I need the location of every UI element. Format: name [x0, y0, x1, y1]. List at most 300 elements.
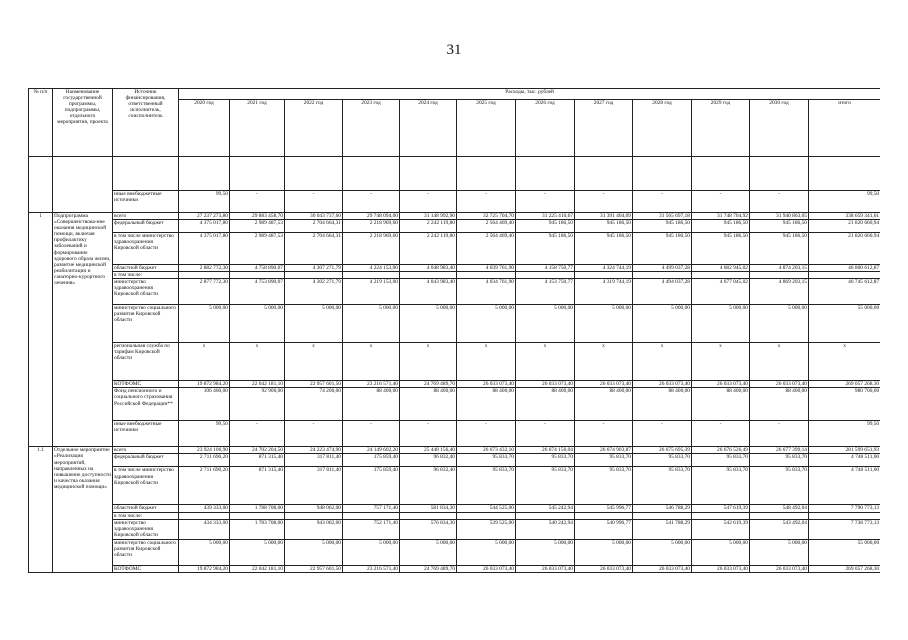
amount-cell: 99,50	[809, 191, 881, 213]
amount-cell: 26 674 150,04	[516, 447, 575, 454]
amount-cell	[692, 272, 750, 279]
amount-cell: 26 033 073,40	[575, 381, 633, 388]
amount-cell: 4 319 744,19	[575, 279, 633, 305]
amount-cell: 548 492,04	[750, 505, 809, 512]
amount-cell: 30 043 737,60	[285, 213, 343, 220]
amount-cell	[575, 512, 633, 519]
amount-cell: 24 149 602,20	[343, 447, 400, 454]
amount-cell	[400, 272, 457, 279]
amount-cell: 88 400,00	[343, 388, 400, 421]
amount-cell: 26 033 073,40	[692, 565, 750, 572]
funding-source-cell: КОТФОМС	[113, 381, 179, 388]
amount-cell: 2 882 772,30	[179, 265, 230, 272]
table-row	[29, 265, 881, 272]
amount-cell: 980 700,00	[809, 388, 881, 421]
table-row	[29, 505, 881, 512]
table-row	[29, 381, 881, 388]
amount-cell: 5 000,00	[692, 305, 750, 343]
funding-source-cell: областной бюджет	[113, 505, 179, 512]
amount-cell: 29 883 458,70	[230, 213, 285, 220]
amount-cell: x	[230, 343, 285, 381]
amount-cell: 26 033 073,40	[633, 565, 692, 572]
amount-cell: 5 000,00	[285, 539, 343, 565]
amount-cell: 55 000,00	[809, 539, 881, 565]
amount-cell: -	[750, 421, 809, 447]
amount-cell: 4 748 511,00	[809, 454, 881, 467]
amount-cell: 21 820 660,94	[809, 233, 881, 265]
amount-cell: 88 400,00	[692, 388, 750, 421]
amount-cell: 543 492,04	[750, 519, 809, 539]
header-name: Наименование государственной программы, подпрограммы, отдельного мероприятия, проекта	[53, 89, 113, 157]
table-row	[29, 157, 881, 191]
amount-cell: 99,50	[179, 421, 230, 447]
amount-cell: 4 758 890,07	[230, 265, 285, 272]
amount-cell: 545 996,77	[575, 505, 633, 512]
amount-cell: 546 788,29	[633, 505, 692, 512]
amount-cell: 2 218 969,60	[343, 220, 400, 233]
table-row	[29, 220, 881, 233]
amount-cell: 5 000,00	[516, 539, 575, 565]
amount-cell: 2 242 119,80	[400, 233, 457, 265]
funding-source-cell: областной бюджет	[113, 265, 179, 272]
amount-cell: x	[343, 343, 400, 381]
amount-cell: 5 000,00	[750, 305, 809, 343]
amount-cell	[809, 512, 881, 519]
amount-cell	[400, 157, 457, 191]
amount-cell: 22 042 181,10	[230, 565, 285, 572]
amount-cell: 26 675 695,39	[633, 447, 692, 454]
funding-source-cell: министерство социального развития Кировской области	[113, 539, 179, 565]
amount-cell: 945 186,50	[692, 220, 750, 233]
amount-cell	[230, 512, 285, 519]
amount-cell: 26 033 073,40	[457, 565, 516, 572]
amount-cell: 95 833,70	[750, 454, 809, 467]
amount-cell: -	[285, 191, 343, 213]
amount-cell: -	[230, 191, 285, 213]
funding-source-cell	[113, 157, 179, 191]
amount-cell: 2 877 772,30	[179, 279, 230, 305]
amount-cell: 26 033 073,40	[516, 565, 575, 572]
amount-cell: 88 400,00	[750, 388, 809, 421]
header-year: 2026 год	[516, 100, 575, 157]
amount-cell	[343, 157, 400, 191]
funding-source-cell: всего	[113, 447, 179, 454]
amount-cell: 5 000,00	[179, 305, 230, 343]
header-year: 2027 год	[575, 100, 633, 157]
amount-cell: -	[343, 191, 400, 213]
amount-cell: 4 375 017,80	[179, 233, 230, 265]
funding-source-cell: в том числе министерство здравоохранения Кировской области	[113, 467, 179, 505]
amount-cell: 5 000,00	[343, 305, 400, 343]
amount-cell: 2 218 969,60	[343, 233, 400, 265]
amount-cell: 576 834,30	[400, 519, 457, 539]
amount-cell: 5 000,00	[400, 305, 457, 343]
header-year: 2020 год	[179, 100, 230, 157]
amount-cell	[575, 272, 633, 279]
funding-source-cell: в том числе:	[113, 512, 179, 519]
amount-cell: 4 034 761,90	[457, 279, 516, 305]
amount-cell	[692, 512, 750, 519]
amount-cell: 92 900,00	[230, 388, 285, 421]
amount-cell: 871 315,40	[230, 467, 285, 505]
amount-cell: 26 677 399,14	[750, 447, 809, 454]
amount-cell: 21 820 660,94	[809, 220, 881, 233]
amount-cell: 948 062,00	[285, 505, 343, 512]
amount-cell: 540 996,77	[575, 519, 633, 539]
amount-cell: x	[516, 343, 575, 381]
amount-cell	[575, 157, 633, 191]
header-no: № п/п	[29, 89, 53, 157]
amount-cell: 88 400,00	[457, 388, 516, 421]
amount-cell	[633, 272, 692, 279]
amount-cell: 439 333,00	[179, 505, 230, 512]
amount-cell: 4 219 153,00	[343, 279, 400, 305]
amount-cell: 871 315,40	[230, 454, 285, 467]
row-number-cell: 1.1	[29, 447, 53, 572]
amount-cell: 26 033 073,40	[750, 565, 809, 572]
amount-cell: 26 033 073,40	[516, 381, 575, 388]
amount-cell	[809, 157, 881, 191]
amount-cell: x	[575, 343, 633, 381]
amount-cell	[516, 157, 575, 191]
amount-cell: 2 711 690,20	[179, 454, 230, 467]
amount-cell: 547 619,39	[692, 505, 750, 512]
amount-cell: 5 000,00	[633, 539, 692, 565]
amount-cell: 95 833,70	[692, 467, 750, 505]
amount-cell: 545 242,94	[516, 505, 575, 512]
header-source: Источник финансирования, ответственный исполнитель, соисполнитель	[113, 89, 179, 157]
amount-cell: 945 186,50	[692, 233, 750, 265]
amount-cell: 5 000,00	[230, 539, 285, 565]
amount-cell: 317 811,40	[285, 454, 343, 467]
amount-cell: 24 223 474,90	[285, 447, 343, 454]
amount-cell: 95 833,70	[516, 467, 575, 505]
amount-cell: 2 564 469,40	[457, 233, 516, 265]
amount-cell: 88 400,00	[516, 388, 575, 421]
amount-cell: 5 000,00	[692, 539, 750, 565]
amount-cell: 32 725 704,70	[457, 213, 516, 220]
amount-cell: 2 242 119,80	[400, 220, 457, 233]
amount-cell: -	[692, 421, 750, 447]
amount-cell: 945 186,50	[750, 233, 809, 265]
table-row	[29, 467, 881, 505]
amount-cell: 106 400,00	[179, 388, 230, 421]
amount-cell: x	[809, 343, 881, 381]
header-year: 2025 год	[457, 100, 516, 157]
amount-cell: -	[575, 421, 633, 447]
expenses-table	[28, 88, 880, 573]
amount-cell: 27 237 273,80	[179, 213, 230, 220]
amount-cell	[516, 512, 575, 519]
amount-cell: 2 564 469,40	[457, 220, 516, 233]
amount-cell: 25 448 156,40	[400, 447, 457, 454]
funding-source-cell: федеральный бюджет	[113, 220, 179, 233]
amount-cell: -	[230, 421, 285, 447]
amount-cell: 5 000,00	[457, 305, 516, 343]
table-row	[29, 233, 881, 265]
amount-cell	[343, 512, 400, 519]
amount-cell: 4 375 017,80	[179, 220, 230, 233]
table-row	[29, 305, 881, 343]
amount-cell: 88 400,00	[575, 388, 633, 421]
amount-cell: 31 148 992,90	[400, 213, 457, 220]
amount-cell: 46 800 612,87	[809, 265, 881, 272]
amount-cell: 74 200,00	[285, 388, 343, 421]
amount-cell: x	[457, 343, 516, 381]
amount-cell: 5 000,00	[230, 305, 285, 343]
amount-cell	[285, 157, 343, 191]
amount-cell	[633, 512, 692, 519]
header-year: 2028 год	[633, 100, 692, 157]
amount-cell: -	[285, 421, 343, 447]
amount-cell: 95 833,70	[633, 467, 692, 505]
amount-cell: 175 859,40	[343, 454, 400, 467]
amount-cell: 2 989 487,53	[230, 233, 285, 265]
amount-cell: 945 186,50	[750, 220, 809, 233]
funding-source-cell: в том числе:	[113, 272, 179, 279]
amount-cell: 5 000,00	[400, 539, 457, 565]
amount-cell: 99,50	[179, 191, 230, 213]
amount-cell: 26 033 073,40	[457, 381, 516, 388]
amount-cell: 23 216 571,40	[343, 565, 400, 572]
amount-cell: 5 000,00	[179, 539, 230, 565]
program-name-cell: Подпрограмма «Совершенствова-ние оказания медицинской помощи, включая профилактику заболеваний и формирование здорового образа жизни, развитие медицинской реабилитации и санаторно-курортного лечения»	[53, 213, 113, 447]
amount-cell: 1 783 708,00	[230, 519, 285, 539]
amount-cell: 31 940 863,05	[750, 213, 809, 220]
header-year: 2021 год	[230, 100, 285, 157]
amount-cell: 945 186,50	[633, 220, 692, 233]
program-name-cell: Отдельное мероприятие «Реализация мероприятий, направленных на повышение доступности и качества оказания медицинской помощи»	[53, 447, 113, 572]
amount-cell: 539 525,00	[457, 519, 516, 539]
amount-cell: 95 833,70	[633, 454, 692, 467]
funding-source-cell: Фонд пенсионного и социального страхования Российской Федерации**	[113, 388, 179, 421]
amount-cell: 1 788 708,00	[230, 505, 285, 512]
amount-cell	[285, 272, 343, 279]
amount-cell: 540 242,94	[516, 519, 575, 539]
amount-cell: 4 748 511,00	[809, 467, 881, 505]
amount-cell: -	[457, 421, 516, 447]
amount-cell: 4 048 983,40	[400, 265, 457, 272]
amount-cell: 2 711 690,20	[179, 467, 230, 505]
amount-cell: x	[750, 343, 809, 381]
amount-cell	[230, 272, 285, 279]
amount-cell: 945 186,50	[516, 220, 575, 233]
amount-cell: 945 186,50	[575, 233, 633, 265]
amount-cell: 23 924 106,90	[179, 447, 230, 454]
amount-cell: 26 673 432,10	[457, 447, 516, 454]
amount-cell: -	[343, 421, 400, 447]
amount-cell: 22 042 181,10	[230, 381, 285, 388]
amount-cell: 29 748 094,00	[343, 213, 400, 220]
amount-cell	[179, 157, 230, 191]
amount-cell: 88 400,00	[400, 388, 457, 421]
table-row	[29, 279, 881, 305]
amount-cell: 317 811,40	[285, 467, 343, 505]
amount-cell: 5 000,00	[343, 539, 400, 565]
amount-cell: 96 832,40	[400, 467, 457, 505]
amount-cell: 95 833,70	[457, 467, 516, 505]
table-row	[29, 454, 881, 467]
amount-cell: 19 872 984,20	[179, 565, 230, 572]
funding-source-cell: региональная служба по тарифам Кировской области	[113, 343, 179, 381]
amount-cell: 26 033 073,40	[692, 381, 750, 388]
amount-cell	[179, 272, 230, 279]
amount-cell: 26 674 903,87	[575, 447, 633, 454]
amount-cell: x	[633, 343, 692, 381]
amount-cell: 757 171,40	[343, 505, 400, 512]
table-row	[29, 539, 881, 565]
amount-cell: x	[285, 343, 343, 381]
amount-cell: 31 225 410,67	[516, 213, 575, 220]
table-row	[29, 565, 881, 572]
amount-cell: 544 525,00	[457, 505, 516, 512]
amount-cell: 4 874 203,15	[750, 265, 809, 272]
table-row	[29, 388, 881, 421]
amount-cell: 4 494 037,28	[633, 279, 692, 305]
header-expenses: Расходы, тыс. рублей	[179, 89, 881, 100]
funding-source-cell: иные внебюджетные источники	[113, 421, 179, 447]
amount-cell: 4 324 744,19	[575, 265, 633, 272]
amount-cell	[516, 272, 575, 279]
amount-cell	[343, 272, 400, 279]
funding-source-cell: всего	[113, 213, 179, 220]
amount-cell: 269 057 268,30	[809, 381, 881, 388]
amount-cell: 88 400,00	[633, 388, 692, 421]
amount-cell: 31 748 704,92	[692, 213, 750, 220]
amount-cell: 55 000,00	[809, 305, 881, 343]
amount-cell	[179, 512, 230, 519]
amount-cell: 99,50	[809, 421, 881, 447]
amount-cell: 281 599 651,93	[809, 447, 881, 454]
amount-cell: 542 619,39	[692, 519, 750, 539]
amount-cell: 5 000,00	[285, 305, 343, 343]
amount-cell: 4 302 271,79	[285, 279, 343, 305]
amount-cell: -	[457, 191, 516, 213]
amount-cell: 31 391 404,09	[575, 213, 633, 220]
amount-cell: 945 186,50	[575, 220, 633, 233]
amount-cell: 5 000,00	[575, 539, 633, 565]
amount-cell: 5 000,00	[457, 539, 516, 565]
header-year: итого	[809, 100, 881, 157]
funding-source-cell: иные внебюджетные источники	[113, 191, 179, 213]
amount-cell: 22 957 601,50	[285, 565, 343, 572]
header-year: 2023 год	[343, 100, 400, 157]
amount-cell: 541 788,29	[633, 519, 692, 539]
amount-cell: 4 682 945,02	[692, 265, 750, 272]
amount-cell: 269 057 268,30	[809, 565, 881, 572]
amount-cell	[230, 157, 285, 191]
amount-cell: 26 033 073,40	[750, 381, 809, 388]
header-year: 2029 год	[692, 100, 750, 157]
amount-cell: -	[400, 421, 457, 447]
amount-cell: 5 000,00	[575, 305, 633, 343]
funding-source-cell: министерство здравоохранения Кировской области	[113, 279, 179, 305]
page-number: 31	[446, 42, 462, 58]
amount-cell: x	[692, 343, 750, 381]
amount-cell: 4 153 750,77	[516, 279, 575, 305]
amount-cell: 4 753 890,07	[230, 279, 285, 305]
amount-cell: 26 033 073,40	[575, 565, 633, 572]
table-row	[29, 421, 881, 447]
amount-cell: 7 790 773,13	[809, 505, 881, 512]
amount-cell	[692, 157, 750, 191]
amount-cell	[750, 157, 809, 191]
funding-source-cell: министерство здравоохранения Кировской области	[113, 519, 179, 539]
amount-cell: 4 307 271,79	[285, 265, 343, 272]
amount-cell: -	[400, 191, 457, 213]
amount-cell: 752 171,40	[343, 519, 400, 539]
amount-cell: 95 833,70	[692, 454, 750, 467]
amount-cell: 26 033 073,40	[633, 381, 692, 388]
amount-cell: 95 833,70	[457, 454, 516, 467]
amount-cell: -	[750, 191, 809, 213]
funding-source-cell: министерство социального развития Кировской области	[113, 305, 179, 343]
amount-cell: 945 186,50	[516, 233, 575, 265]
amount-cell: 2 704 664,31	[285, 220, 343, 233]
amount-cell: 581 834,30	[400, 505, 457, 512]
program-name-cell	[53, 157, 113, 213]
amount-cell	[457, 512, 516, 519]
amount-cell: 4 158 750,77	[516, 265, 575, 272]
table-row	[29, 512, 881, 519]
amount-cell: 95 833,70	[516, 454, 575, 467]
table-row	[29, 191, 881, 213]
expenses-table-container	[28, 88, 880, 594]
amount-cell	[400, 512, 457, 519]
amount-cell: 434 333,00	[179, 519, 230, 539]
amount-cell: 31 565 697,18	[633, 213, 692, 220]
amount-cell: 4 499 037,28	[633, 265, 692, 272]
table-row	[29, 213, 881, 220]
amount-cell: -	[633, 191, 692, 213]
amount-cell: -	[575, 191, 633, 213]
table-row	[29, 447, 881, 454]
amount-cell: x	[179, 343, 230, 381]
amount-cell: 24 769 489,70	[400, 565, 457, 572]
amount-cell	[285, 512, 343, 519]
table-row	[29, 272, 881, 279]
amount-cell: 4 043 983,40	[400, 279, 457, 305]
amount-cell: 4 039 761,90	[457, 265, 516, 272]
row-number-cell: 1	[29, 213, 53, 447]
amount-cell: 5 000,00	[516, 305, 575, 343]
amount-cell: 4 869 203,15	[750, 279, 809, 305]
amount-cell	[750, 512, 809, 519]
amount-cell: 7 738 773,13	[809, 519, 881, 539]
amount-cell	[750, 272, 809, 279]
amount-cell: 24 702 204,50	[230, 447, 285, 454]
header-year: 2024 год	[400, 100, 457, 157]
table-row	[29, 519, 881, 539]
amount-cell: 26 676 526,49	[692, 447, 750, 454]
amount-cell: 943 062,00	[285, 519, 343, 539]
amount-cell: -	[516, 191, 575, 213]
amount-cell	[457, 272, 516, 279]
amount-cell: 19 872 984,20	[179, 381, 230, 388]
amount-cell: 2 704 664,31	[285, 233, 343, 265]
funding-source-cell: федеральный бюджет	[113, 454, 179, 467]
funding-source-cell: в том числе министерство здравоохранения Кировской области	[113, 233, 179, 265]
amount-cell: -	[692, 191, 750, 213]
header-year: 2022 год	[285, 100, 343, 157]
amount-cell: 338 659 341,61	[809, 213, 881, 220]
amount-cell: 96 832,40	[400, 454, 457, 467]
amount-cell: 24 769 489,70	[400, 381, 457, 388]
amount-cell	[809, 272, 881, 279]
amount-cell: 5 000,00	[633, 305, 692, 343]
table-row	[29, 343, 881, 381]
funding-source-cell: КОТФОМС	[113, 565, 179, 572]
